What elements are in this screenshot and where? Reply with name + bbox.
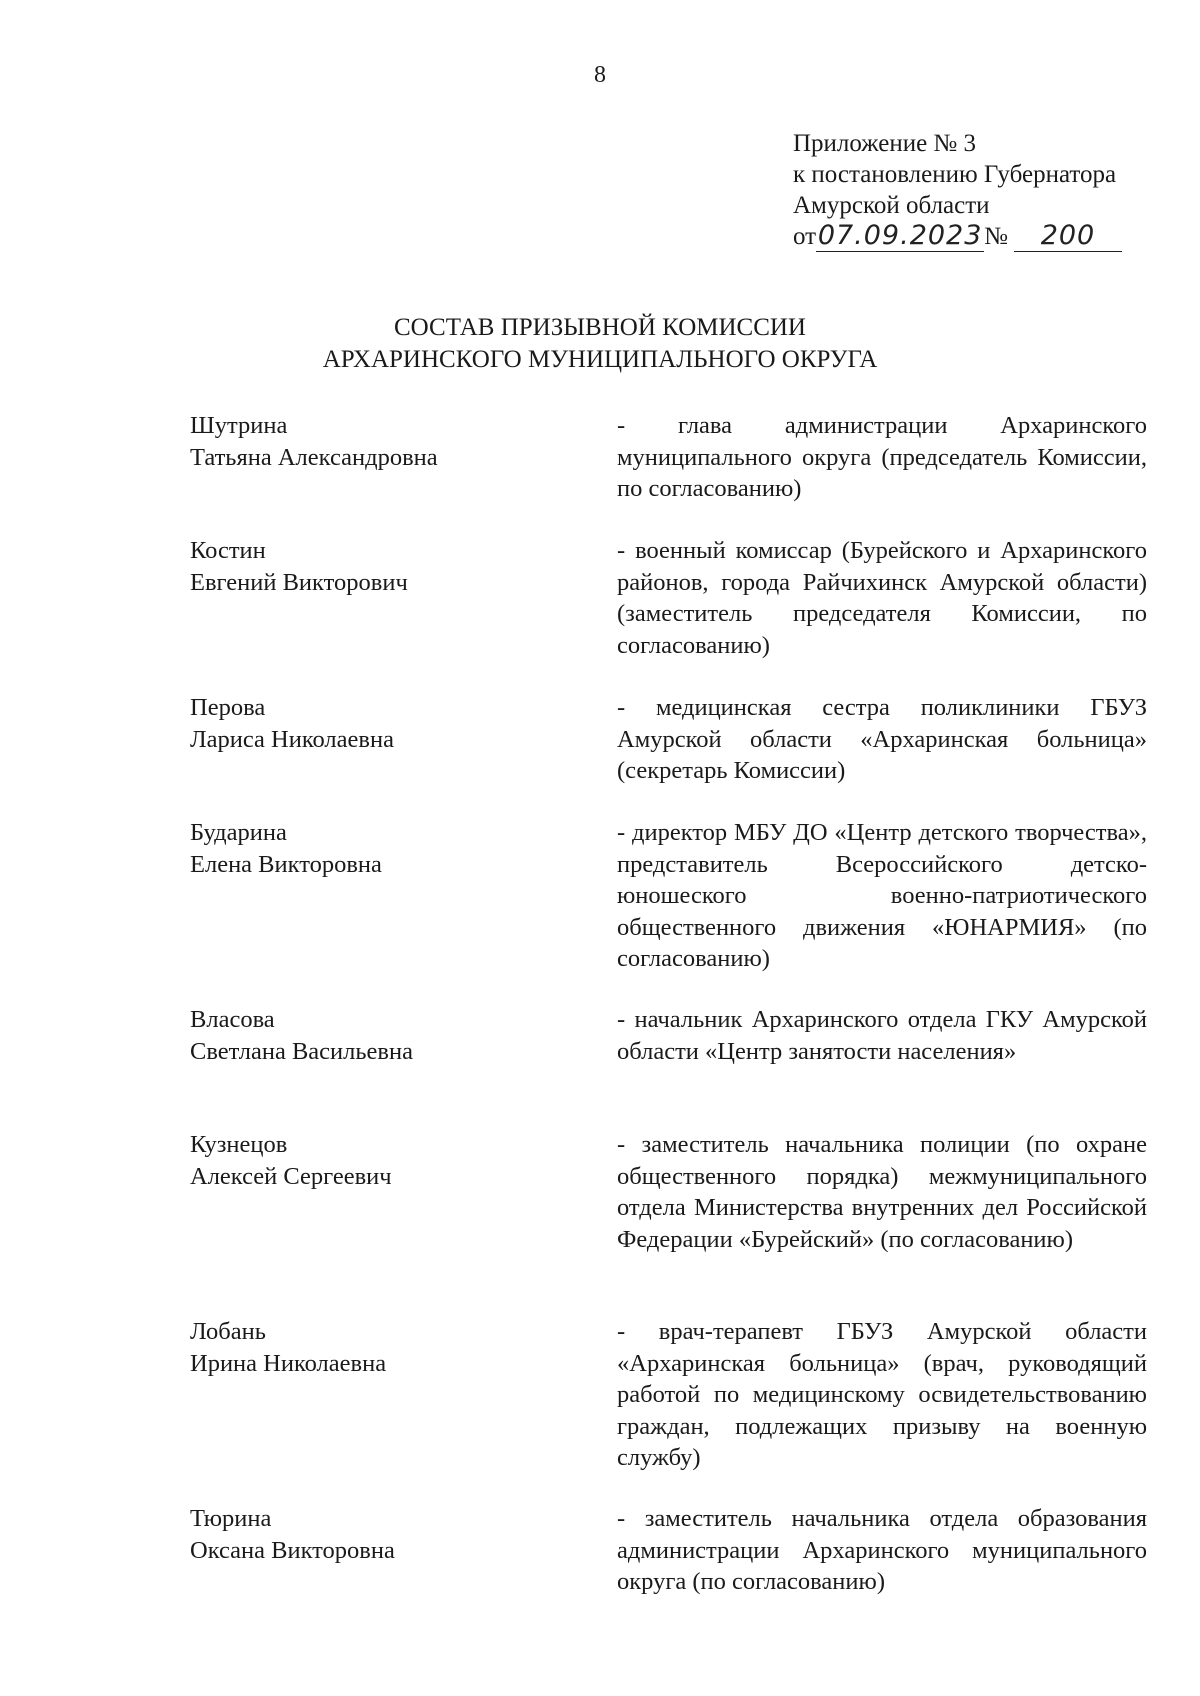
title-line-2: АРХАРИНСКОГО МУНИЦИПАЛЬНОГО ОКРУГА [322,346,878,373]
member-role: - медицинская сестра поликлиники ГБУЗ Амурской области «Архаринская больница» (секретарь Комиссии) [617,694,1147,784]
member-name [190,817,590,880]
member-surname: Перова [190,694,266,721]
member-given-names: Ирина Николаевна [190,1349,387,1377]
member-given-names: Светлана Васильевна [190,1037,413,1065]
title-line-1: СОСТАВ ПРИЗЫВНОЙ КОМИССИИ [394,314,806,341]
member-surname: Тюрина [190,1505,272,1532]
member-role: - директор МБУ ДО «Центр детского творчества», представитель Всероссийского детско-юношеского военно-патриотического общественного движения «ЮНАРМИЯ» (по согласованию) [617,819,1147,972]
member-role: - глава администрации Архаринского муниципального округа (председатель Комиссии, по согласованию) [617,412,1147,502]
member-role: - врач-терапевт ГБУЗ Амурской области «Архаринская больница» (врач, руководящий работой по медицинскому освидетельствованию граждан, подлежащих призыву на военную службу) [617,1318,1147,1471]
date-prefix: от [793,223,817,250]
number-sign: № [984,223,1008,250]
member-surname: Бударина [190,819,287,846]
member-name [190,1316,590,1379]
member-given-names: Евгений Викторович [190,568,408,596]
member-surname: Костин [190,537,266,564]
appendix-title: Приложение № 3 [793,130,977,157]
member-name [190,410,590,473]
member-name [190,1004,590,1067]
member-name [190,1503,590,1566]
handwritten-date: 07.09.2023 [817,220,983,251]
member-role: - военный комиссар (Бурейского и Архаринского районов, города Райчихинск Амурской области) (заместитель председателя Комиссии, по согласованию) [617,537,1147,659]
appendix-region: Амурской области [793,192,990,219]
member-given-names: Елена Викторовна [190,850,382,878]
member-surname: Шутрина [190,412,288,439]
member-name [190,692,590,755]
document-title [0,312,1200,376]
member-given-names: Алексей Сергеевич [190,1162,392,1190]
member-given-names: Лариса Николаевна [190,725,394,753]
member-surname: Лобань [190,1318,266,1345]
appendix-reference: к постановлению Губернатора [793,161,1117,188]
appendix-block [793,128,1122,252]
member-surname: Кузнецов [190,1131,288,1158]
appendix-date-line [793,221,1122,252]
member-role: - заместитель начальника отдела образования администрации Архаринского муниципального округа (по согласованию) [617,1505,1147,1595]
member-role: - заместитель начальника полиции (по охране общественного порядка) межмуниципального отдела Министерства внутренних дел Российской Федерации «Бурейский» (по согласованию) [617,1131,1147,1253]
member-name [190,1129,590,1192]
member-surname: Власова [190,1006,275,1033]
member-given-names: Татьяна Александровна [190,443,438,471]
handwritten-number: 200 [1014,221,1122,252]
member-name [190,535,590,598]
page-number: 8 [594,62,606,88]
member-role: - начальник Архаринского отдела ГКУ Амурской области «Центр занятости населения» [617,1006,1147,1065]
member-given-names: Оксана Викторовна [190,1536,395,1564]
